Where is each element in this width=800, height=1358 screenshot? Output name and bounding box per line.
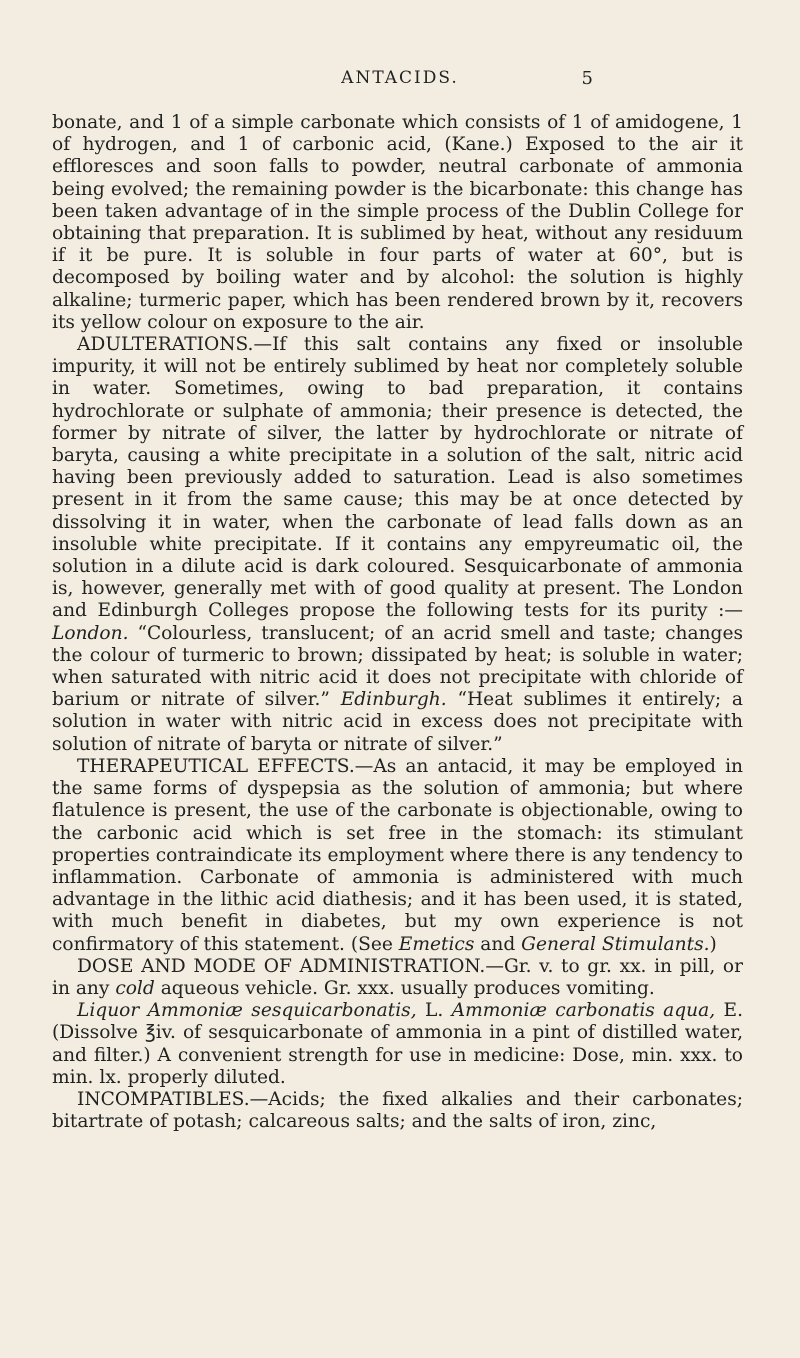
running-title: ANTACIDS. (341, 68, 459, 88)
paragraph-carbonate-properties: bonate, and 1 of a simple carbonate which consists of 1 of amidogene, 1 of hydrogen, and 1 of carbonic acid, (Kane.) Exposed to the air it effloresces and soon falls to powder, neutral carbonate of ammonia being evolved; the remaining powder is the bicarbonate: this change has been taken advantage of in the simple process of the Dublin College for obtaining that preparation. It is sublimed by heat, without any residuum if it be pure. It is soluble in four parts of water at 60°, but is decomposed by boiling water and by alcohol: the solution is highly alkaline; turmeric paper, which has been rendered brown by it, recovers its yellow colour on exposure to the air. (52, 112, 743, 333)
london-label: London. (52, 622, 129, 644)
section-heading-therapeutical-effects: THERAPEUTICAL EFFECTS. (77, 755, 355, 777)
paragraph-adulterations: ADULTERATIONS.—If this salt contains any fixed or insoluble impurity, it will not be entirely sublimed by heat nor completely soluble in water. Sometimes, owing to bad preparation, it contains hydrochlorate or sulphate of ammonia; their presence is detected, the former by nitrate of silver, the latter by hydrochlorate or nitrate of baryta, causing a white precipitate in a solution of the salt, nitric acid having been previously added to saturation. Lead is also sometimes present in it from the same cause; this may be at once detected by dissolving it in water, when the carbonate of lead falls down as an insoluble white precipitate. If it contains any empyreumatic oil, the solution in a dilute acid is dark coloured. Sesquicarbonate of ammonia is, however, generally met with of good quality at present. The London and Edinburgh Colleges propose the following tests for its purity :—London. “Colourless, translucent; of an acrid smell and taste; changes the colour of turmeric to brown; dissipated by heat; is soluble in water; when saturated with nitric acid it does not precipitate with chloride of barium or nitrate of silver.” Edinburgh. “Heat sublimes it entirely; a solution in water with nitric acid in excess does not precipitate with solution of nitrate of baryta or nitrate of silver.” (52, 334, 743, 755)
aqua-name: Ammoniæ carbonatis aqua, (451, 1000, 716, 1022)
paragraph-liquor: Liquor Ammoniæ sesquicarbonatis, L. Ammoniæ carbonatis aqua, E. (Dissolve ℥iv. of sesquicarbonate of ammonia in a pint of distilled water, and filter.) A convenient strength for use in medicine: Dose, min. xxx. to min. lx. properly diluted. (52, 1000, 743, 1088)
section-heading-adulterations: ADULTERATIONS. (77, 334, 254, 356)
cross-reference-emetics: Emetics (398, 933, 475, 955)
edinburgh-label: Edinburgh. (340, 689, 447, 711)
liquor-name: Liquor Ammoniæ sesquicarbonatis, (77, 1000, 417, 1022)
paragraph-incompatibles: INCOMPATIBLES.—Acids; the fixed alkalies and their carbonates; bitartrate of potash; calcareous salts; and the salts of iron, zinc, (52, 1088, 743, 1133)
page-header (0, 68, 800, 90)
cross-reference-stimulants: General Stimulants. (521, 933, 710, 955)
page-number: 5 (581, 68, 593, 89)
body-text (52, 112, 743, 1133)
section-heading-incompatibles: INCOMPATIBLES. (77, 1088, 250, 1110)
paragraph-dose: DOSE AND MODE OF ADMINISTRATION.—Gr. v. to gr. xx. in pill, or in any cold aqueous vehicle. Gr. xxx. usually produces vomiting. (52, 955, 743, 999)
paragraph-therapeutical-effects: THERAPEUTICAL EFFECTS.—As an antacid, it may be employed in the same forms of dyspepsia as the solution of ammonia; but where flatulence is present, the use of the carbonate is objectionable, owing to the carbonic acid which is set free in the stomach: its stimulant properties contraindicate its employment where there is any tendency to inflammation. Carbonate of ammonia is administered with much advantage in the lithic acid diathesis; and it has been used, it is stated, with much benefit in diabetes, but my own experience is not confirmatory of this statement. (See Emetics and General Stimulants.) (52, 755, 743, 955)
section-heading-dose: DOSE AND MODE OF ADMINISTRATION. (77, 955, 486, 977)
